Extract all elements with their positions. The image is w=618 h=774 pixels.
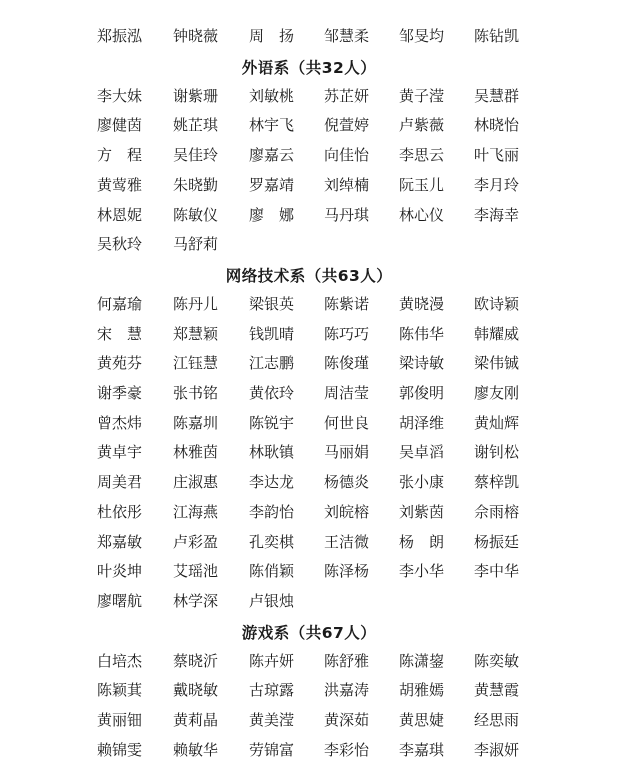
student-name: 吴慧群 [474,86,520,105]
student-name: 梁伟铖 [474,354,520,373]
student-name: 黄思婕 [399,711,445,729]
student-name: 吴秋玲 [97,235,143,254]
student-name: 陈潇鋆 [399,651,445,670]
student-name: 黄苑芬 [97,354,143,373]
student-name: 陈俏颖 [249,562,295,581]
student-name: 李小华 [399,562,445,581]
student-name: 黄深茹 [324,711,370,729]
student-name: 陈舒雅 [324,651,370,670]
student-name: 陈嘉圳 [173,413,219,432]
name-row [0,173,618,197]
student-name: 马舒莉 [173,235,219,254]
name-row [0,203,618,227]
name-row [0,530,618,554]
student-name: 黄莉晶 [173,711,219,729]
student-name: 黄依玲 [249,384,295,402]
student-name: 梁银英 [249,294,295,313]
student-name: 经思雨 [474,711,520,729]
student-name: 杨 朗 [399,532,445,551]
student-name: 陈泽杨 [324,562,370,581]
student-name: 向佳怡 [324,146,370,165]
student-name: 林耿镇 [249,443,295,462]
student-name: 李大妹 [97,86,143,105]
student-name: 刘皖榕 [324,502,370,521]
student-name: 江海燕 [173,502,219,521]
student-name: 白培杰 [97,651,143,670]
student-name: 欧诗颖 [474,294,520,313]
student-name: 李思云 [399,146,445,165]
student-name: 李嘉琪 [399,740,445,759]
student-name: 朱晓勤 [173,175,219,194]
name-row [0,589,618,613]
student-name: 马丹琪 [324,205,370,224]
student-name: 张书铭 [173,384,219,402]
student-name: 黄灿辉 [474,413,520,432]
student-name: 谢钊松 [474,443,520,462]
student-name: 叶炎坤 [97,562,143,581]
student-name: 黄美滢 [249,711,295,729]
student-name: 王洁微 [324,532,370,551]
student-name: 李中华 [474,562,520,581]
student-name: 刘敏桃 [249,86,295,105]
student-name: 周 扬 [249,27,295,45]
name-row [0,322,618,346]
student-name: 蔡晓沂 [173,651,219,670]
student-name: 钱凯晴 [249,324,295,343]
student-name: 邹旻均 [399,27,445,45]
student-name: 林学深 [173,591,219,610]
section-heading: 游戏系（共67人） [241,623,377,642]
student-name: 江志鹏 [249,354,295,373]
student-name: 廖友刚 [474,384,520,402]
student-name: 古琼露 [249,681,295,700]
student-name: 林雅茵 [173,443,219,462]
name-row [0,411,618,435]
name-row [0,351,618,375]
student-name: 张小康 [399,473,445,492]
student-name: 洪嘉涛 [324,681,370,700]
student-name: 林心仪 [399,205,445,224]
student-name: 谢季豪 [97,384,143,402]
student-name: 周美君 [97,473,143,492]
student-name: 陈伟华 [399,324,445,343]
student-name: 戴晓敏 [173,681,219,700]
student-name: 庄淑惠 [173,473,219,492]
student-name: 郭俊明 [399,384,445,402]
student-name: 杨德炎 [324,473,370,492]
student-name: 江钰慧 [173,354,219,373]
section-heading: 外语系（共32人） [241,58,377,77]
student-name: 陈锐宇 [249,413,295,432]
student-name: 吴卓滔 [399,443,445,462]
student-name: 吴佳玲 [173,146,219,165]
student-name: 姚芷琪 [173,116,219,135]
student-name: 艾瑶池 [173,562,219,581]
name-row [0,292,618,316]
name-row [0,232,618,256]
name-row [0,500,618,524]
student-name: 林晓怡 [474,116,520,135]
student-name: 韩耀威 [474,324,520,343]
student-name: 黄慧霞 [474,681,520,700]
student-name: 佘雨榕 [474,502,520,521]
student-name: 郑振泓 [97,27,143,45]
student-name: 陈敏仪 [173,205,219,224]
student-name: 廖 娜 [249,205,295,224]
student-name: 林恩妮 [97,205,143,224]
student-name: 宋 慧 [97,324,143,343]
student-name: 刘紫茵 [399,502,445,521]
student-name: 苏芷妍 [324,86,370,105]
student-name: 孔奕棋 [249,532,295,551]
name-row [0,381,618,405]
student-name: 黄子滢 [399,86,445,105]
student-name: 黄晓漫 [399,294,445,313]
name-row [0,113,618,137]
student-name: 刘绰楠 [324,175,370,194]
student-name: 郑嘉敏 [97,532,143,551]
student-name: 卢紫薇 [399,116,445,135]
student-name: 劳锦富 [249,740,295,759]
student-name: 罗嘉靖 [249,175,295,194]
student-name: 邹慧柔 [324,27,370,45]
student-name: 谢紫珊 [173,86,219,105]
name-row [0,24,618,48]
student-name: 叶飞丽 [474,146,520,165]
student-name: 蔡梓凯 [474,473,520,492]
student-name: 方 程 [97,146,143,165]
student-name: 何嘉瑜 [97,294,143,313]
student-name: 李彩怡 [324,740,370,759]
section-heading: 网络技术系（共63人） [225,266,393,285]
student-name: 李月玲 [474,175,520,194]
student-name: 胡泽维 [399,413,445,432]
student-name: 陈紫诺 [324,294,370,313]
student-name: 胡雅嫣 [399,681,445,700]
student-name: 黄莺雅 [97,175,143,194]
student-name: 赖敏华 [173,740,219,759]
student-name: 钟晓薇 [173,27,219,45]
student-name: 曾杰炜 [97,413,143,432]
student-name: 李韵怡 [249,502,295,521]
student-name: 陈钻凯 [474,27,520,45]
student-name: 李达龙 [249,473,295,492]
student-name: 卢银烛 [249,591,295,610]
student-name: 陈俊瑾 [324,354,370,373]
student-name: 倪萱婷 [324,116,370,135]
student-name: 李海幸 [474,205,520,224]
student-name: 梁诗敏 [399,354,445,373]
student-name: 陈巧巧 [324,324,370,343]
name-row [0,470,618,494]
student-name: 林宇飞 [249,116,295,135]
student-name: 赖锦雯 [97,740,143,759]
name-row [0,649,618,673]
student-name: 杨振廷 [474,532,520,551]
name-row [0,678,618,702]
student-name: 廖嘉云 [249,146,295,165]
name-row [0,440,618,464]
name-row [0,559,618,583]
student-name: 郑慧颖 [173,324,219,343]
name-row [0,708,618,732]
student-name: 何世良 [324,413,370,432]
name-row [0,143,618,167]
student-name: 李淑妍 [474,740,520,759]
student-name: 黄卓宇 [97,443,143,462]
student-name: 阮玉儿 [399,175,445,194]
student-name: 周洁莹 [324,384,370,402]
student-name: 陈颖萁 [97,681,143,700]
student-name: 杜依彤 [97,502,143,521]
student-name: 马丽娟 [324,443,370,462]
student-name: 廖曙航 [97,591,143,610]
student-name: 卢彩盈 [173,532,219,551]
student-name: 廖健茵 [97,116,143,135]
name-row [0,738,618,762]
name-row [0,84,618,108]
student-name: 陈丹儿 [173,294,219,313]
student-name: 陈卉妍 [249,651,295,670]
student-name: 黄丽钿 [97,711,143,729]
student-name: 陈奕敏 [474,651,520,670]
